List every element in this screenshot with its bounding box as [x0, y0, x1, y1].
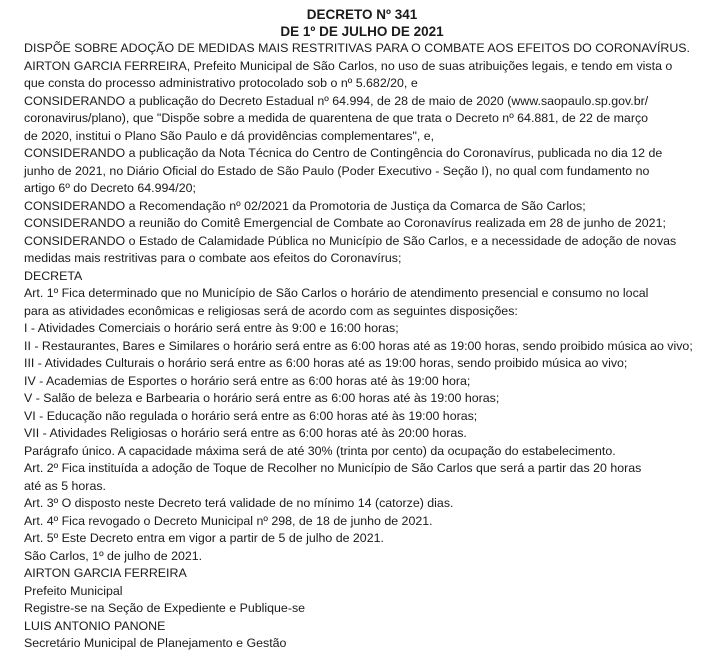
decree-date-title: DE 1º DE JULHO DE 2021 — [280, 24, 444, 39]
decree-line: Parágrafo único. A capacidade máxima será de até 30% (trinta por cento) da ocupação do estabelecimento. — [24, 443, 616, 458]
decree-line: Secretário Municipal de Planejamento e Gestão — [24, 636, 287, 650]
decree-line: coronavirus/plano), que "Dispõe sobre a medida de quarentena de que trata o Decreto nº 64.881, de 22 de março — [24, 111, 649, 125]
decree-line: junho de 2021, no Diário Oficial do Estado de São Paulo (Poder Executivo - Seção I), no qual com fundamento no — [24, 163, 650, 178]
decree-line: CONSIDERANDO a reunião do Comitê Emergencial de Combate ao Coronavírus realizada em 28 de junho de 2021; — [24, 216, 666, 230]
decree-line: que consta do processo administrativo protocolado sob o nº 5.682/20, e — [24, 76, 418, 90]
decree-line: Prefeito Municipal — [24, 583, 123, 598]
decree-line: DISPÕE SOBRE ADOÇÃO DE MEDIDAS MAIS RESTRITIVAS PARA O COMBATE AOS EFEITOS DO CORONAVÍRUS. — [24, 41, 691, 55]
decree-line: Art. 4º Fica revogado o Decreto Municipal nº 298, de 18 de junho de 2021. — [24, 513, 433, 528]
decree-line: Registre-se na Seção de Expediente e Publique-se — [24, 601, 306, 615]
decree-line: Art. 3º O disposto neste Decreto terá validade de no mínimo 14 (catorze) dias. — [24, 496, 454, 510]
decree-line: CONSIDERANDO a publicação do Decreto Estadual nº 64.994, de 28 de maio de 2020 (www.saopaulo.sp.gov.br/ — [24, 93, 649, 108]
decree-line: CONSIDERANDO a Recomendação nº 02/2021 da Promotoria de Justiça da Comarca de São Carlos; — [24, 198, 586, 213]
decree-line: Art. 1º Fica determinado que no Município de São Carlos o horário de atendimento presencial e consumo no local — [24, 286, 649, 300]
decree-body — [24, 40, 700, 653]
decree-line: AIRTON GARCIA FERREIRA, Prefeito Municipal de São Carlos, no uso de suas atribuições legais, e tendo em vista o — [24, 58, 673, 73]
decree-line: CONSIDERANDO o Estado de Calamidade Pública no Município de São Carlos, e a necessidade de adoção de novas — [24, 233, 677, 248]
decree-line: AIRTON GARCIA FERREIRA — [24, 566, 187, 580]
decree-title: DECRETO Nº 341 — [306, 7, 418, 22]
decree-line: DECRETA — [24, 268, 83, 283]
decree-line: Art. 2º Fica instituída a adoção de Toque de Recolher no Município de São Carlos que será a partir das 20 horas — [24, 461, 642, 475]
decree-line: LUIS ANTONIO PANONE — [24, 618, 166, 633]
decree-line: de 2020, institui o Plano São Paulo e dá providências complementares", e, — [24, 128, 435, 143]
decree-line: CONSIDERANDO a publicação da Nota Técnica do Centro de Contingência do Coronavírus, publicada no dia 12 de — [24, 146, 663, 160]
decree-line: III - Atividades Culturais o horário será entre as 6:00 horas até as 19:00 horas, sendo proibido música ao vivo; — [24, 356, 628, 370]
decree-document — [24, 6, 700, 653]
decree-line: medidas mais restritivas para o combate aos efeitos do Coronavírus; — [24, 251, 402, 265]
decree-line: VI - Educação não regulada o horário será entre as 6:00 horas até às 19:00 horas; — [24, 408, 478, 423]
decree-line: V - Salão de beleza e Barbearia o horário será entre as 6:00 horas até às 19:00 horas; — [24, 391, 500, 405]
decree-line: I - Atividades Comerciais o horário será entre às 9:00 e 16:00 horas; — [24, 321, 399, 335]
decree-line: II - Restaurantes, Bares e Similares o horário será entre as 6:00 horas até as 19:00 horas, sendo proibido música ao vivo; — [24, 338, 693, 353]
decree-line: Art. 5º Este Decreto entra em vigor a partir de 5 de julho de 2021. — [24, 531, 384, 545]
decree-line: artigo 6º do Decreto 64.994/20; — [24, 181, 196, 195]
decree-line: VII - Atividades Religiosas o horário será entre as 6:00 horas até às 20:00 horas. — [24, 426, 467, 440]
decree-line: São Carlos, 1º de julho de 2021. — [24, 548, 203, 563]
decree-line: IV - Academias de Esportes o horário será entre as 6:00 horas até às 19:00 hora; — [24, 373, 471, 388]
decree-line: até as 5 horas. — [24, 478, 106, 493]
decree-line: para as atividades econômicas e religiosas será de acordo com as seguintes disposições: — [24, 303, 518, 318]
